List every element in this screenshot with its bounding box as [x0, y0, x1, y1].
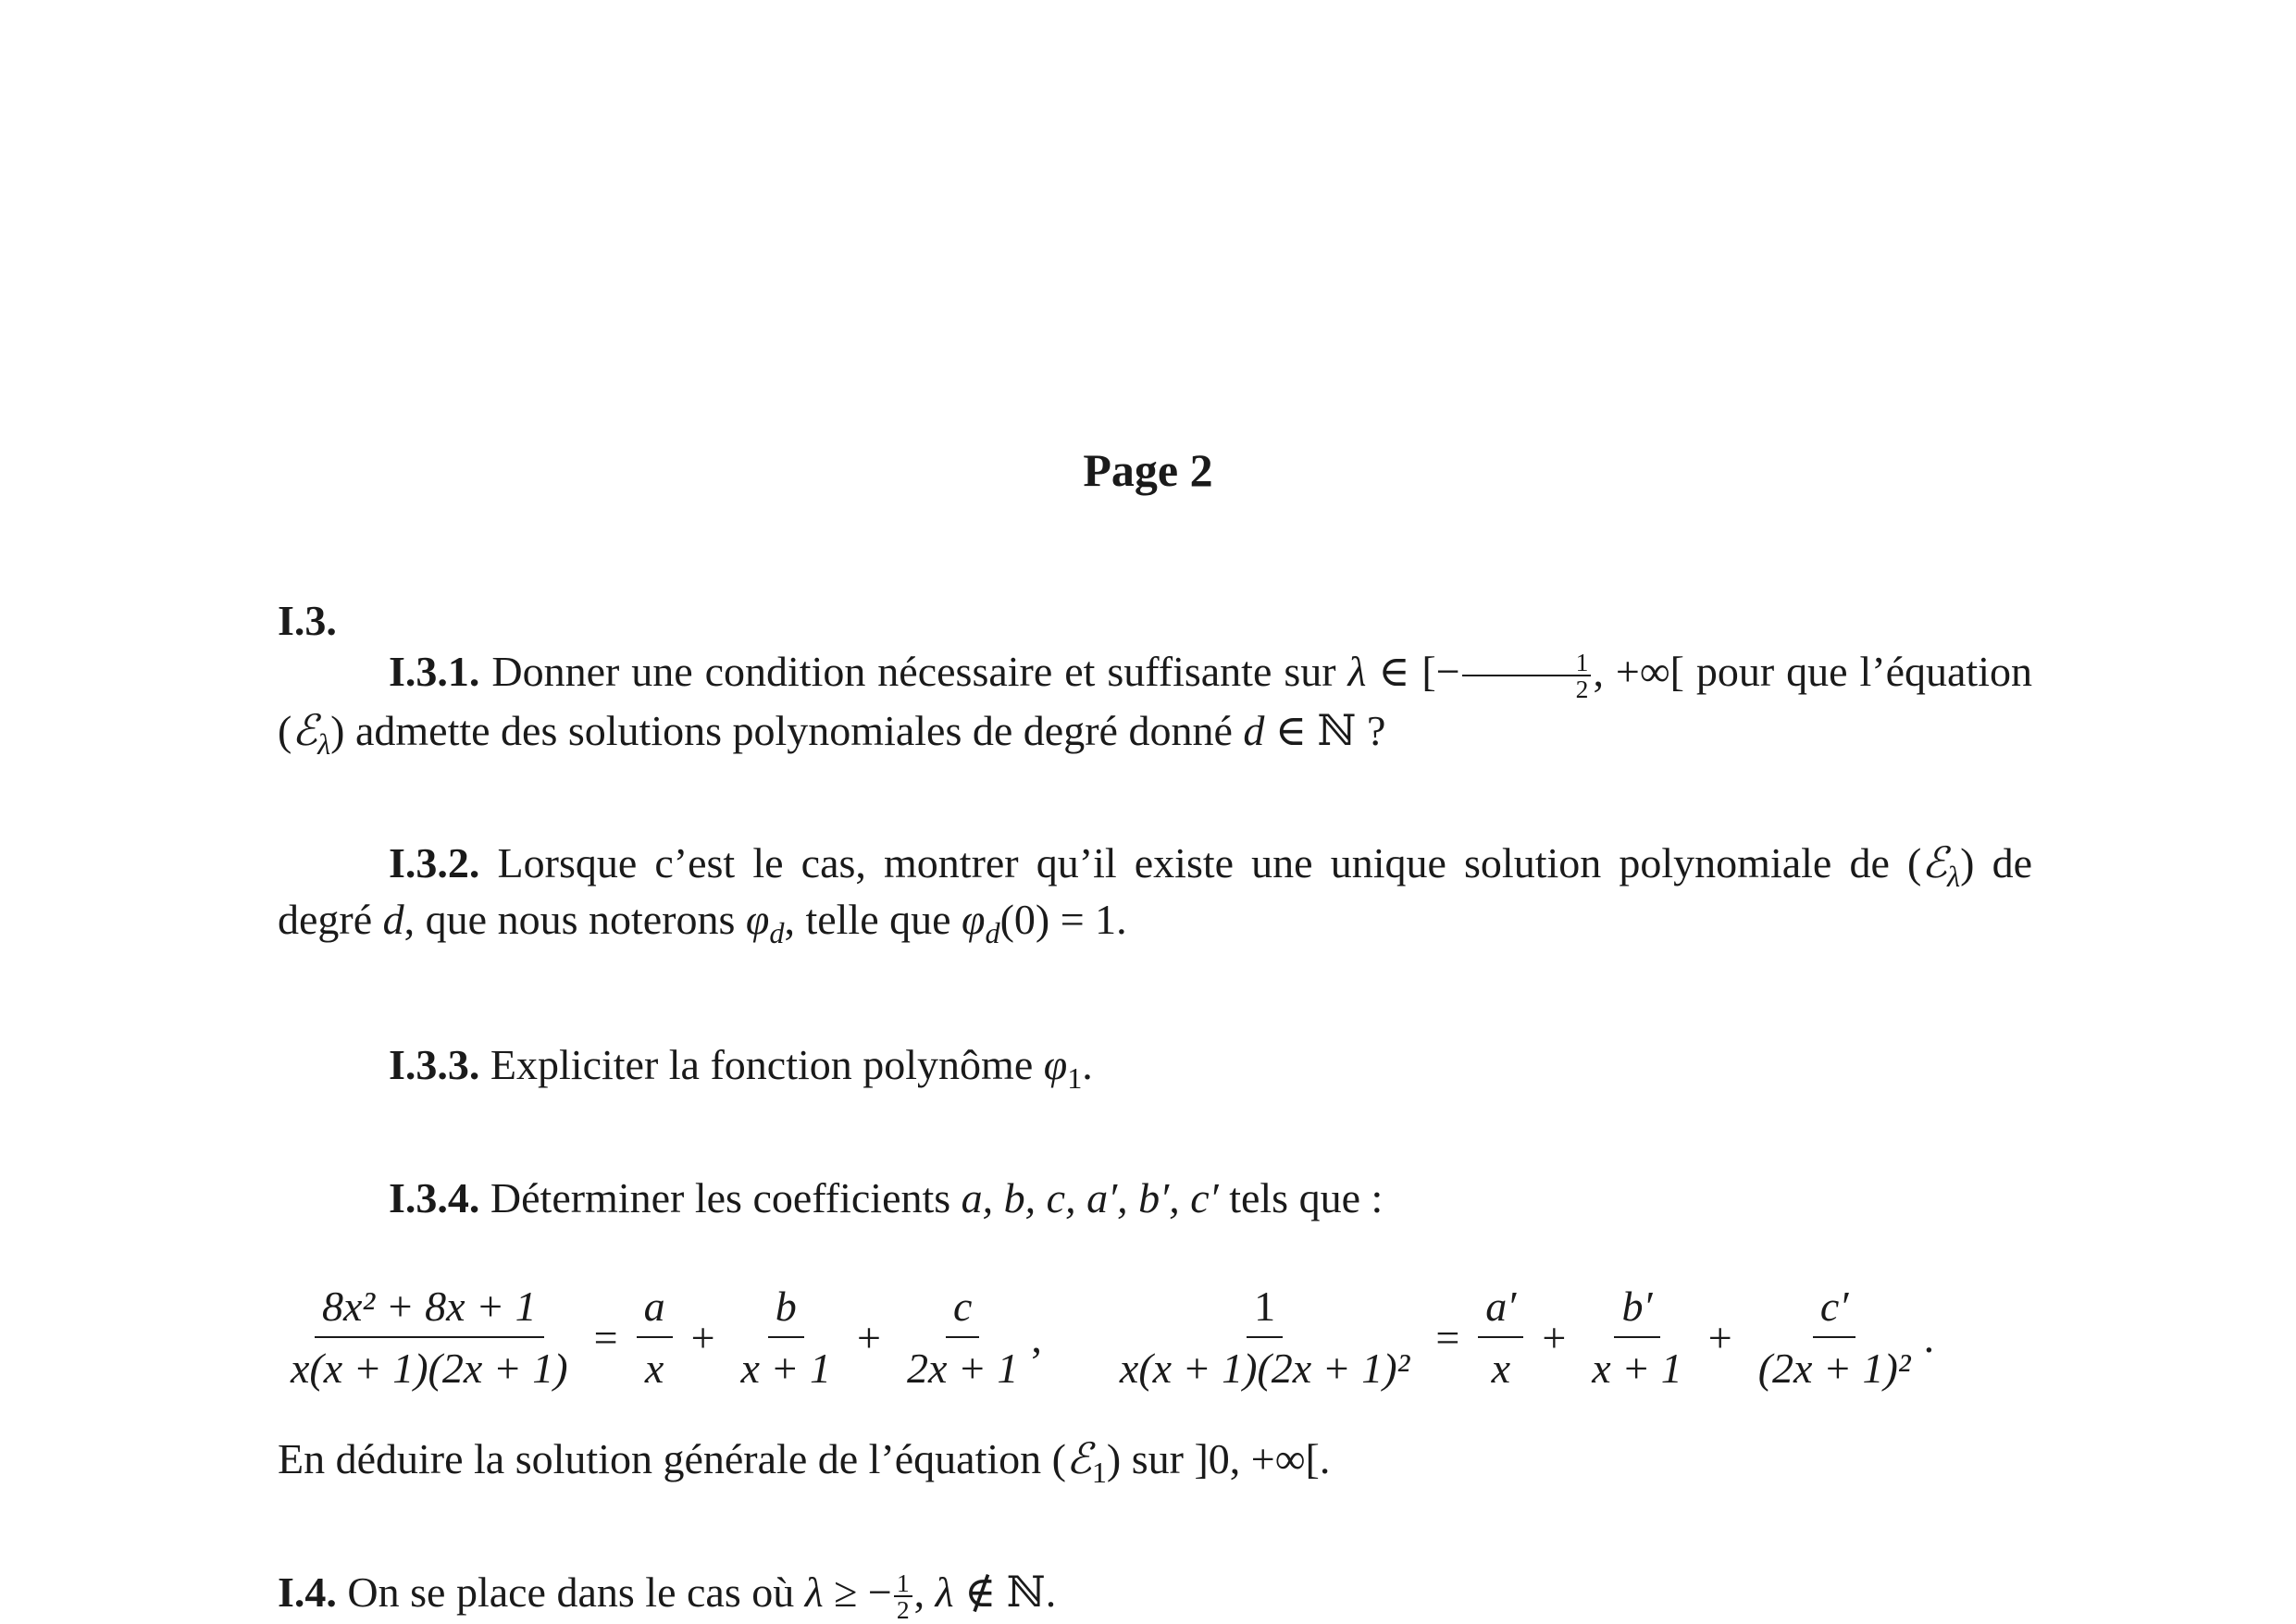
math-interval-end: , +∞[: [1593, 648, 1684, 695]
question-number: I.3.1.: [389, 648, 480, 695]
math-subscript: d: [769, 916, 785, 950]
fraction-numerator: a: [637, 1282, 673, 1338]
fraction-numerator: c′: [1813, 1282, 1855, 1338]
text-run: ) de degré: [278, 839, 2032, 943]
question-1-3-2: [278, 835, 2032, 948]
text-run: Lorsque c’est le cas, montrer qu’il existe une unique solution polynomiale de (: [479, 839, 1922, 886]
math-script-e: ℰ: [1921, 839, 1948, 886]
math-ge: ≥ −: [823, 1568, 892, 1616]
question-number: I.3.4.: [389, 1174, 480, 1221]
text-run: , que nous noterons: [403, 896, 746, 943]
math-subscript: 1: [1067, 1061, 1083, 1096]
text-run: Expliciter la fonction polynôme: [479, 1041, 1044, 1088]
question-number: I.4.: [278, 1568, 337, 1616]
text-run: tels que :: [1218, 1174, 1384, 1221]
plus-sign: +: [690, 1313, 715, 1361]
math-lambda: λ: [935, 1568, 954, 1616]
question-1-3-4-text: [278, 1170, 2032, 1226]
math-script-e: ℰ: [1065, 1435, 1092, 1482]
fraction-numerator: 8x² + 8x + 1: [315, 1282, 544, 1338]
question-1-3-4: [278, 1170, 2032, 1226]
text-run: ) sur ]0, +∞[.: [1106, 1435, 1331, 1482]
fraction-denominator: (2x + 1)²: [1757, 1345, 1911, 1392]
math-subscript: 1: [1091, 1456, 1107, 1490]
fraction: [1751, 1282, 1918, 1393]
text-run: (0) = 1.: [999, 896, 1127, 943]
plus-sign: +: [1542, 1313, 1567, 1361]
fraction-denominator: 2x + 1: [906, 1345, 1019, 1392]
fraction-numerator: b′: [1614, 1282, 1659, 1338]
equation-row: [278, 1268, 2036, 1407]
deduce-paragraph: [278, 1431, 2032, 1490]
math-d: d: [1243, 707, 1265, 755]
math-subscript: λ: [1947, 860, 1961, 894]
question-1-4: [278, 1564, 2032, 1623]
fraction-denominator: x(x + 1)(2x + 1): [291, 1345, 568, 1392]
period: .: [1923, 1313, 1935, 1361]
math-phi: φ: [1043, 1041, 1068, 1088]
text-run: ∈ ℕ ?: [1264, 707, 1386, 755]
question-number: I.3.3.: [389, 1041, 480, 1088]
fraction: [734, 1282, 838, 1393]
text-run: Déterminer les coefficients: [479, 1174, 962, 1221]
math-lambda: λ: [1347, 648, 1367, 695]
fraction-denominator: x: [1491, 1345, 1510, 1392]
fraction-numerator: b: [768, 1282, 804, 1338]
fraction-numerator: 1: [894, 1570, 912, 1598]
fraction: [1478, 1282, 1523, 1393]
math-d: d: [382, 896, 404, 943]
fraction-denominator: 2: [896, 1595, 910, 1624]
fraction-denominator: x + 1: [1592, 1345, 1682, 1392]
math-subscript: λ: [317, 727, 331, 762]
text-run: ,: [913, 1568, 936, 1616]
math-phi: φ: [962, 896, 986, 943]
math-coefficients: a, b, c, a′, b′, c′: [961, 1174, 1219, 1221]
section-heading: I.3.: [278, 597, 337, 644]
fraction: [637, 1282, 673, 1393]
fraction-denominator: x + 1: [740, 1345, 831, 1392]
text-run: .: [1082, 1041, 1093, 1088]
math-script-e: ℰ: [292, 707, 318, 755]
question-1-3-3-text: [278, 1036, 2032, 1096]
question-1-3-1: [278, 643, 2032, 762]
section-heading-block: [278, 592, 2032, 649]
text-run: En déduire la solution générale de l’équation (: [278, 1435, 1066, 1482]
text-run: pour que l’équation (: [278, 648, 2032, 755]
fraction-one-half: [894, 1570, 912, 1623]
text-run: , telle que: [784, 896, 962, 943]
math-lambda: λ: [804, 1568, 824, 1616]
equals-sign: =: [1435, 1313, 1460, 1361]
plus-sign: +: [856, 1313, 881, 1361]
fraction-denominator: 2: [1575, 675, 1589, 704]
fraction-denominator: x: [644, 1345, 664, 1392]
fraction-numerator: c: [946, 1282, 979, 1338]
fraction: [283, 1282, 576, 1393]
question-1-3-2-text: [278, 835, 2032, 948]
comma: ,: [1031, 1313, 1042, 1361]
display-equation: [278, 1268, 2036, 1407]
math-subscript: d: [985, 916, 1000, 950]
fraction-numerator: 1: [1462, 650, 1592, 677]
fraction: [900, 1282, 1025, 1393]
text-run: Donner une condition nécessaire et suffisante sur: [479, 648, 1348, 695]
text-run: On se place dans le cas où: [336, 1568, 805, 1616]
fraction-denominator: x(x + 1)(2x + 1)²: [1119, 1345, 1410, 1392]
math-notin: ∉ ℕ.: [953, 1568, 1057, 1616]
fraction: [1584, 1282, 1689, 1393]
question-number: I.3.2.: [389, 839, 480, 886]
text-run: ) admette des solutions polynomiales de degré donné: [330, 707, 1244, 755]
plus-sign: +: [1707, 1313, 1732, 1361]
page-title: Page 2: [1083, 444, 1213, 496]
fraction-one-half: [1462, 647, 1592, 704]
question-1-3-1-text: [278, 643, 2032, 762]
equals-sign: =: [593, 1313, 618, 1361]
math-in: ∈ [−: [1366, 648, 1460, 695]
math-phi: φ: [745, 896, 770, 943]
fraction: [1112, 1282, 1417, 1393]
question-1-3-3: [278, 1036, 2032, 1096]
fraction-numerator: a′: [1478, 1282, 1523, 1338]
fraction-numerator: 1: [1247, 1282, 1283, 1338]
